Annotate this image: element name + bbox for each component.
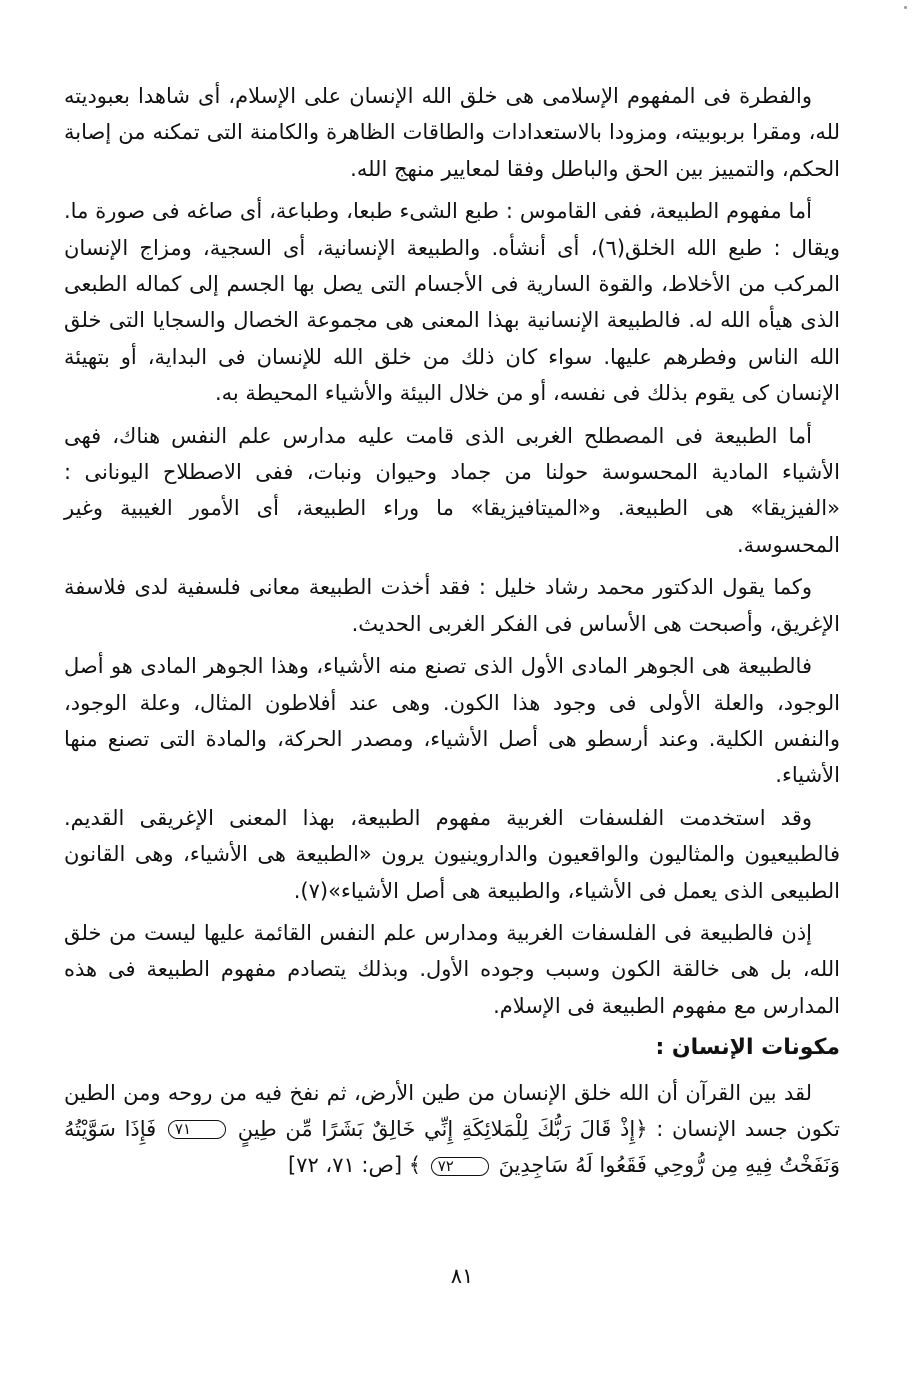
paragraph-conclusion: إذن فالطبيعة فى الفلسفات الغربية ومدارس علم النفس القائمة عليها ليست من خلق الله، بل هى خالقة الكون وسبب وجوده الأول. وبذلك يتصادم مفهوم الطبيعة فى هذه المدارس مع مفهوم الطبيعة فى الإسلام. <box>64 920 840 1018</box>
verse-citation: ﴾ [ص: ٧١، ٧٢] <box>287 1153 422 1178</box>
paragraph-nature-dictionary: أما مفهوم الطبيعة، ففى القاموس : طبع الشىء طبعا، وطباعة، أى صاغه فى صورة ما. ويقال : طبع الله الخلق(٦)، أى أنشأه. والطبيعة الإنسانية، أى السجية، ومزاج الإنسان المركب من الأخلاط، والقوة السارية فى الأجسام التى يصل بها الجسم إلى كماله الطبعى الذى هيأه الله له. فالطبيعة الإنسانية بهذا المعنى هى مجموعة الخصال والسجايا التى خلق الله الناس وفطرهم عليها. سواء كان ذلك من خلق الله للإنسان فى البداية، أو بتهيئة الإنسان كى يقوم بذلك فى نفسه، أو من خلال البيئة والأشياء المحيطة به. <box>64 199 840 406</box>
verse-number-marker: ٧١ <box>168 1120 226 1139</box>
paragraph-western-philosophies: وقد استخدمت الفلسفات الغربية مفهوم الطبيعة، بهذا المعنى الإغريقى القديم. فالطبيعيون والمثاليون والواقعيون والداروينيون يرون «الطبيعة هى الأشياء، وهى القانون الطبيعى الذى يعمل فى الأشياء، والطبيعة هى أصل الأشياء»(٧). <box>64 805 840 903</box>
paragraph-human-components <box>64 1075 840 1184</box>
paragraph-fitra: والفطرة فى المفهوم الإسلامى هى خلق الله الإنسان على الإسلام، أى شاهدا بعبوديته لله، ومقرا بربوبيته، ومزودا بالاستعدادات والطاقات الظاهرة والكامنة التى تمكنه من إصابة الحكم، والتمييز بين الحق والباطل وفقا لمعايير منهج الله. <box>64 84 840 181</box>
body-text <box>64 78 840 1190</box>
scan-speck <box>904 6 907 9</box>
section-heading: مكونات الإنسان : <box>655 1035 840 1061</box>
verse-number-marker: ٧٢ <box>431 1157 489 1176</box>
paragraph-material-essence: فالطبيعة هى الجوهر المادى الأول الذى تصنع منه الأشياء، وهذا الجوهر المادى هو أصل الوجود، والعلة الأولى فى وجود هذا الكون. وهى عند أفلاطون المثال، وعلة الوجود، والنفس الكلية. وعند أرسطو هى أصل الأشياء، ومصدر الحركة، والمادة التى تصنع منها الأشياء. <box>64 654 840 788</box>
paragraph-western-term: أما الطبيعة فى المصطلح الغربى الذى قامت عليه مدارس علم النفس هناك، فهى الأشياء المادية المحسوسة حولنا من جماد وحيوان ونبات، ففى الاصطلاح اليونانى : «الفيزيقا» هى الطبيعة. و«الميتافيزيقا» ما وراء الطبيعة، أى الأمور الغيبية وغير المحسوسة. <box>64 423 840 557</box>
quran-verse-text: فَإِذَا سَوَّيْتُهُ وَنَفَخْتُ فِيهِ مِن رُّوحِي فَقَعُوا لَهُ سَاجِدِينَ <box>64 1116 840 1178</box>
quran-intro-text: لقد بين القرآن أن الله خلق الإنسان من طين الأرض، ثم نفخ فيه من روحه ومن الطين تكون جسد الإنسان : ﴿إِذْ قَالَ رَبُّكَ لِلْمَلائِكَةِ إِنِّي خَالِقٌ بَشَرًا مِّن طِينٍ <box>64 1080 840 1141</box>
paragraph-rashad-khalil: وكما يقول الدكتور محمد رشاد خليل : فقد أخذت الطبيعة معانى فلسفية لدى فلاسفة الإغريق، وأصبحت هى الأساس فى الفكر الغربى الحديث. <box>64 575 840 636</box>
page-number: ٨١ <box>450 1264 474 1288</box>
